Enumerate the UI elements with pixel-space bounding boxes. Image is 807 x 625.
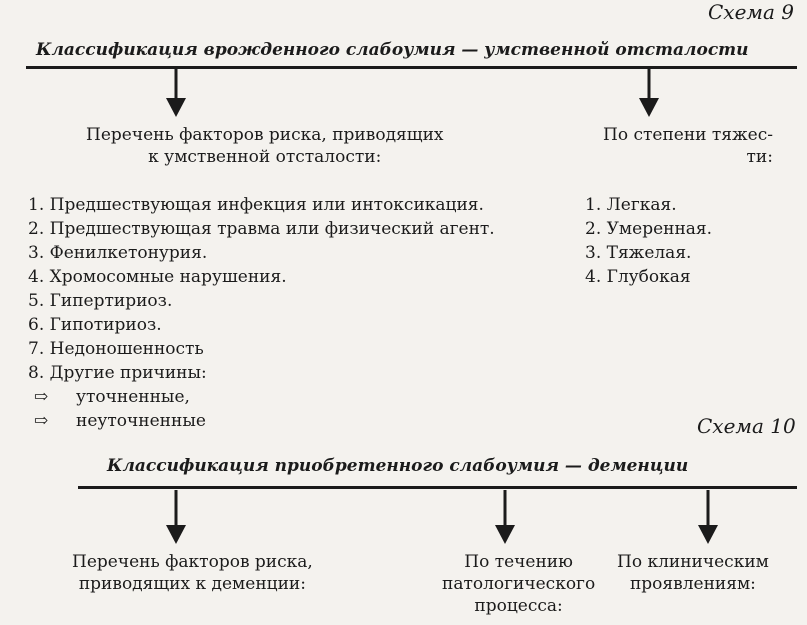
severity-header bbox=[603, 124, 773, 168]
down-arrow-icon bbox=[166, 490, 186, 544]
down-arrow-icon bbox=[698, 490, 718, 544]
course-header-line: процесса: bbox=[474, 596, 563, 616]
risk-factors-header-line: к умственной отсталости: bbox=[148, 147, 382, 167]
risk-factors-header-line: Перечень факторов риска, приводящих bbox=[86, 125, 444, 145]
clinical-header bbox=[617, 551, 769, 595]
sub-list-item bbox=[28, 385, 495, 409]
dementia-risk-header bbox=[72, 551, 313, 595]
list-item: 7. Недоношенность bbox=[28, 339, 204, 359]
sub-list-item-label: уточненные, bbox=[76, 387, 190, 407]
list-item: 5. Гипертириоз. bbox=[28, 291, 173, 311]
list-item: 3. Тяжелая. bbox=[585, 243, 692, 263]
list-item: 1. Легкая. bbox=[585, 195, 677, 215]
dementia-risk-header-line: приводящих к деменции: bbox=[78, 574, 306, 594]
severity-list bbox=[585, 193, 712, 289]
down-arrow-icon bbox=[166, 68, 186, 117]
open-right-arrow-icon: ⇨ bbox=[34, 387, 49, 407]
list-item: 6. Гипотириоз. bbox=[28, 315, 162, 335]
clinical-header-line: проявлениям: bbox=[629, 574, 756, 594]
risk-factors-list bbox=[28, 193, 495, 433]
list-item: 4. Хромосомные нарушения. bbox=[28, 267, 287, 287]
course-header bbox=[442, 551, 595, 617]
severity-header-line: ти: bbox=[746, 147, 773, 167]
severity-header-line: По степени тяжес- bbox=[603, 125, 773, 145]
course-header-line: патологического bbox=[442, 574, 596, 594]
risk-factors-header bbox=[86, 124, 443, 168]
list-item: 8. Другие причины: bbox=[28, 363, 207, 383]
clinical-header-line: По клиническим bbox=[617, 552, 769, 572]
down-arrow-icon bbox=[495, 490, 515, 544]
down-arrow-icon bbox=[639, 68, 659, 117]
list-item: 1. Предшествующая инфекция или интоксикация. bbox=[28, 195, 484, 215]
scheme-10-divider bbox=[78, 486, 797, 489]
list-item: 4. Глубокая bbox=[585, 267, 691, 287]
scheme-9-label: Схема 9 bbox=[708, 0, 795, 24]
open-right-arrow-icon: ⇨ bbox=[34, 411, 49, 431]
sub-list-item-label: неуточненные bbox=[76, 411, 206, 431]
scheme-10-label: Схема 10 bbox=[697, 414, 796, 438]
scheme-10-title: Классификация приобретенного слабоумия — деменции bbox=[107, 456, 689, 476]
sub-list-item bbox=[28, 409, 495, 433]
dementia-risk-header-line: Перечень факторов риска, bbox=[72, 552, 313, 572]
list-item: 3. Фенилкетонурия. bbox=[28, 243, 208, 263]
scheme-9-title: Классификация врожденного слабоумия — умственной отсталости bbox=[36, 40, 749, 60]
list-item: 2. Предшествующая травма или физический агент. bbox=[28, 219, 495, 239]
list-item: 2. Умеренная. bbox=[585, 219, 713, 239]
course-header-line: По течению bbox=[464, 552, 573, 572]
